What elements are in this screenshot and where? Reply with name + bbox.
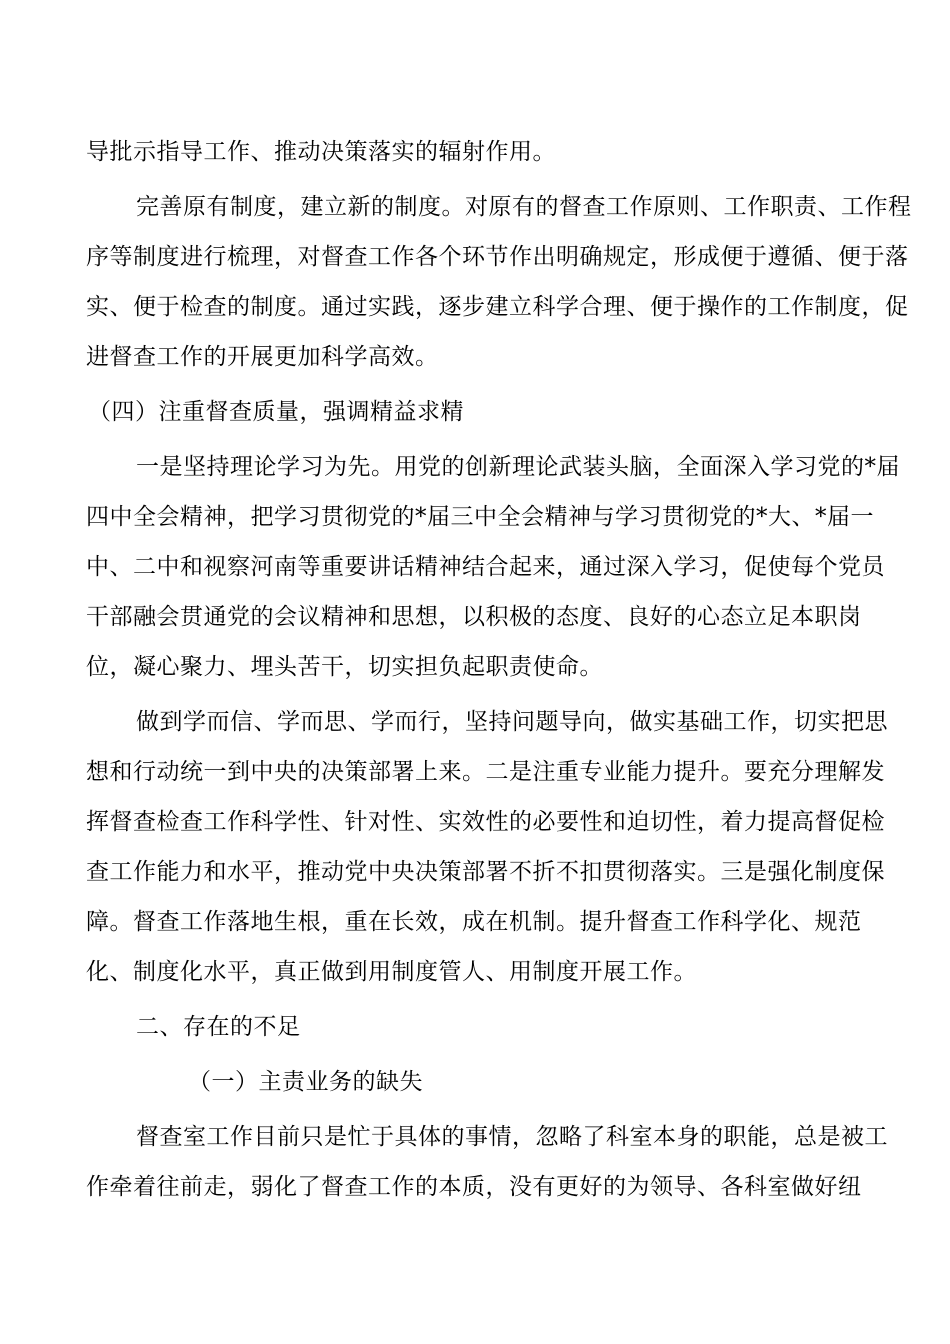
body-text-line: 想和行动统一到中央的决策部署上来。二是注重专业能力提升。要充分理解发	[86, 759, 885, 785]
section-heading: （四）注重督查质量，强调精益求精	[88, 399, 464, 425]
body-text-line: 干部融会贯通党的会议精神和思想，以积极的态度、良好的心态立足本职岗	[86, 604, 862, 630]
body-text-line: 督查室工作目前只是忙于具体的事情，忽略了科室本身的职能，总是被工	[136, 1124, 888, 1150]
body-text-line: 进督查工作的开展更加科学高效。	[86, 344, 439, 370]
body-text-line: 导批示指导工作、推动决策落实的辐射作用。	[86, 139, 556, 165]
body-text-line: 化、制度化水平，真正做到用制度管人、用制度开展工作。	[86, 959, 697, 985]
subsection-heading: （一）主责业务的缺失	[188, 1069, 423, 1095]
body-text-line: 查工作能力和水平，推动党中央决策部署不折不扣贯彻落实。三是强化制度保	[86, 859, 885, 885]
body-text-line: 四中全会精神，把学习贯彻党的*届三中全会精神与学习贯彻党的*大、*届一	[86, 504, 874, 530]
body-text-line: 做到学而信、学而思、学而行，坚持问题导向，做实基础工作，切实把思	[136, 709, 888, 735]
body-text-line: 中、二中和视察河南等重要讲话精神结合起来，通过深入学习，促使每个党员	[86, 554, 885, 580]
body-text-line: 位，凝心聚力、埋头苦干，切实担负起职责使命。	[86, 654, 603, 680]
body-text-line: 实、便于检查的制度。通过实践，逐步建立科学合理、便于操作的工作制度，促	[86, 294, 909, 320]
section-heading: 二、存在的不足	[136, 1014, 301, 1040]
body-text-line: 障。督查工作落地生根，重在长效，成在机制。提升督查工作科学化、规范	[86, 909, 862, 935]
body-text-line: 作牵着往前走，弱化了督查工作的本质，没有更好的为领导、各科室做好纽	[86, 1174, 862, 1200]
body-text-line: 序等制度进行梳理，对督查工作各个环节作出明确规定，形成便于遵循、便于落	[86, 244, 909, 270]
body-text-line: 完善原有制度，建立新的制度。对原有的督查工作原则、工作职责、工作程	[136, 194, 912, 220]
body-text-line: 挥督查检查工作科学性、针对性、实效性的必要性和迫切性，着力提高督促检	[86, 809, 885, 835]
body-text-line: 一是坚持理论学习为先。用党的创新理论武装头脑，全面深入学习党的*届	[136, 454, 900, 480]
